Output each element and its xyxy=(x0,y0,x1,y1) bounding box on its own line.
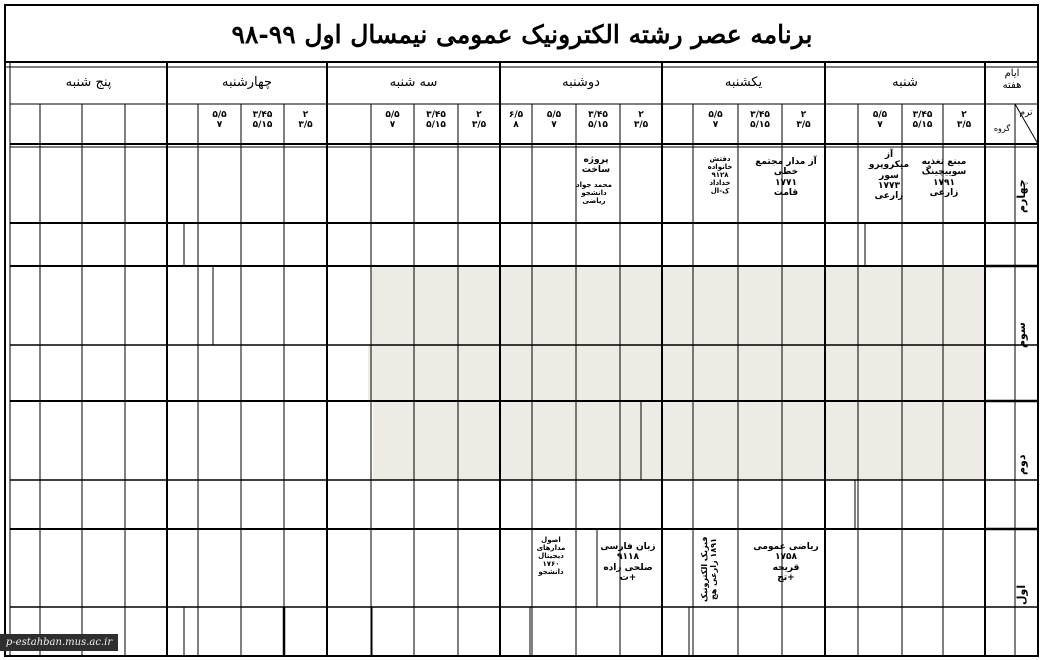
day-tuesday: سه شنبه xyxy=(389,75,438,90)
course-t4-mon-1: پروژه ساخت xyxy=(581,155,611,176)
course-t4-sat-2: آز میکروپرو سور ۱۷۷۳ زارعی xyxy=(868,150,910,202)
shade-term3-a xyxy=(371,266,985,345)
day-thursday: پنج شنبه xyxy=(65,75,112,90)
slot-sun-3: ۵/۵ ۷ xyxy=(708,110,723,131)
slot-mon-4: ۶/۵ ۸ xyxy=(508,110,524,131)
shade-term2 xyxy=(373,401,985,480)
slot-tue-3: ۵/۵ ۷ xyxy=(385,110,400,131)
course-t4-sun-2: دفتش خانواده ۹۱۲۸ خداداد ک-ال xyxy=(707,155,733,196)
course-t1-mon-2: اصول مدارهای دیجیتال ۱۷۶۰ دانشجو xyxy=(536,536,566,577)
course-t4-sun-1: آز مدار مجتمع خطی ۱۷۷۱ قامت xyxy=(755,157,817,199)
course-t1-mon-1: زبان فارسی ۹۱۱۸ صلحی زاده +ت xyxy=(600,542,656,584)
slot-sun-1: ۲ ۳/۵ xyxy=(796,110,811,131)
day-monday: دوشنبه xyxy=(562,75,600,90)
day-saturday: شنبه xyxy=(892,75,918,90)
term-label-1: اول xyxy=(1015,584,1028,606)
slot-sat-2: ۳/۴۵ ۵/۱۵ xyxy=(912,110,933,131)
slot-wed-1: ۲ ۳/۵ xyxy=(298,110,313,131)
slot-sat-3: ۵/۵ ۷ xyxy=(872,110,888,131)
days-header-label: ایام هفته xyxy=(1002,68,1022,91)
term-header-label: ترم xyxy=(1019,108,1033,118)
slot-sat-1: ۲ ۳/۵ xyxy=(956,110,972,131)
group-header-label: گروه xyxy=(993,124,1011,133)
slot-wed-2: ۳/۴۵ ۵/۱۵ xyxy=(252,110,273,131)
shade-term3-b xyxy=(368,345,985,401)
slot-mon-2: ۳/۴۵ ۵/۱۵ xyxy=(588,110,608,131)
term-label-4: چهارم xyxy=(1015,179,1028,213)
course-t1-sun-1: ریاضی عمومی ۱۷۵۸ قریحه +تج xyxy=(753,542,819,584)
page-title: برنامه عصر رشته الکترونیک عمومی نیمسال اول ۹۹-۹۸ xyxy=(231,19,813,49)
course-t4-sat-1: مبنع تغذیه سوییچینگ ۱۷۹۱ زارعی xyxy=(921,157,967,199)
slot-tue-1: ۲ ۳/۵ xyxy=(471,110,487,131)
course-t1-sun-2: فیزیک الکترونیک ۱۸۹۱ زارعی هج xyxy=(700,536,719,602)
day-wednesday: چهارشنبه xyxy=(222,75,272,90)
slot-sun-2: ۳/۴۵ ۵/۱۵ xyxy=(750,110,770,131)
slot-wed-3: ۵/۵ ۷ xyxy=(212,110,227,131)
term-label-3: سوم xyxy=(1015,322,1028,348)
day-sunday: یکشنبه xyxy=(724,75,763,90)
watermark: p-estahban.mus.ac.ir xyxy=(0,634,118,651)
slot-mon-3: ۵/۵ ۷ xyxy=(546,110,562,131)
term-label-2: دوم xyxy=(1015,454,1028,476)
shaded-blocks xyxy=(368,266,985,480)
slot-mon-1: ۲ ۳/۵ xyxy=(633,110,649,131)
course-t4-mon-1b: محمد جواد دانشجو ریاضی xyxy=(576,181,612,206)
slot-tue-2: ۳/۴۵ ۵/۱۵ xyxy=(426,110,446,131)
